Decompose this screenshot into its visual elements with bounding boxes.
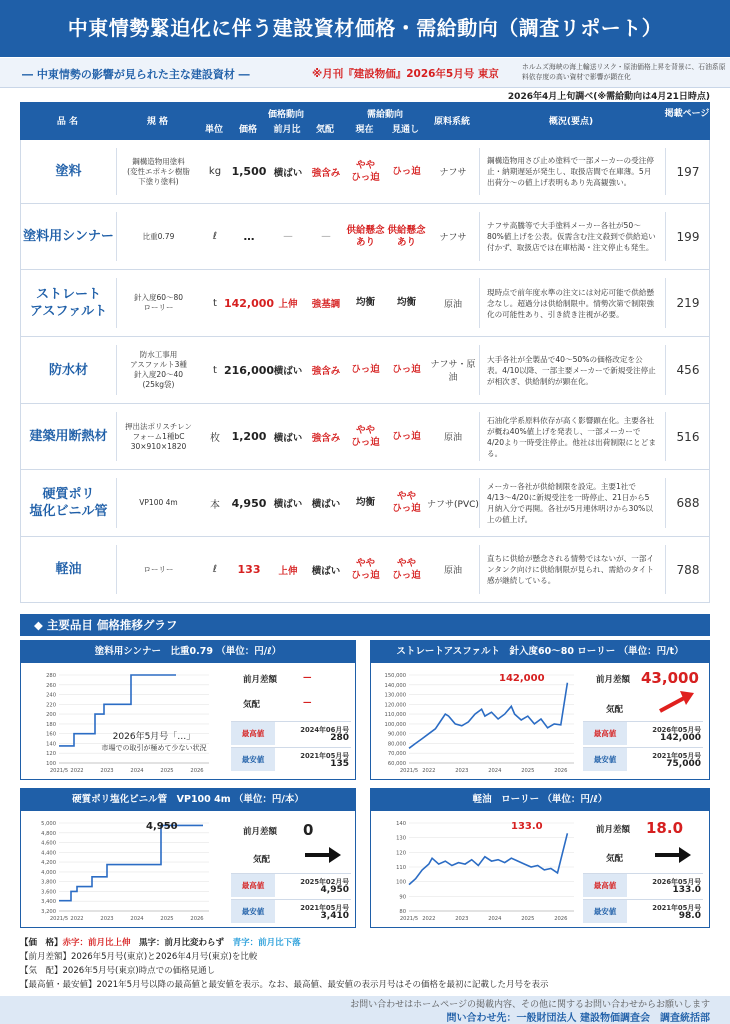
chart-title: ストレートアスファルト 針入度60〜80 ローリー （単位：円/t） xyxy=(371,641,709,663)
col-outlook: 見通し xyxy=(391,125,419,135)
diff-value: 0 xyxy=(303,821,314,839)
low-label: 最安値 xyxy=(231,900,275,923)
x-tick-label: 2023 xyxy=(455,916,469,922)
last-value: 142,000 xyxy=(499,673,545,684)
diff-value: — xyxy=(303,673,312,683)
y-tick-label: 5,000 xyxy=(41,821,56,827)
legend-line-mood: 【気 配】2026年5月号(東京)時点での価格見通し xyxy=(20,966,216,976)
y-tick-label: 80,000 xyxy=(387,741,406,748)
cell-price: 4,950 xyxy=(231,496,267,510)
col-spec: 規 格 xyxy=(146,117,169,127)
cell-desc: ナフサ高騰等で大手塗料メーカー各社が50〜80%値上げを公表。仮需含む注文殺到で供給追い付かず、取扱店では在庫枯渇・注文停止も発生。 xyxy=(487,221,656,252)
y-tick-label: 100,000 xyxy=(384,721,406,728)
divider xyxy=(479,478,480,528)
cell-name: ストレート アスファルト xyxy=(29,287,108,319)
y-tick-label: 90,000 xyxy=(387,731,406,738)
cell-current: ひっ迫 xyxy=(351,364,380,375)
series-line xyxy=(409,683,567,749)
y-tick-label: 240 xyxy=(46,692,56,699)
cell-price: 1,500 xyxy=(231,165,267,178)
cell-desc: 直ちに供給が懸念される情勢ではないが、一部インタンク向けに供給制限が見られ、需給のタイト感が継続している。 xyxy=(487,554,655,585)
x-tick-label: 2025 xyxy=(521,916,535,922)
table-row xyxy=(20,204,710,270)
high-stat xyxy=(231,873,351,897)
cell-spec: 防水工事用 アスファルト3種 針入度20〜40 (25kg袋) xyxy=(130,350,187,389)
cell-price: 133 xyxy=(237,563,261,576)
y-tick-label: 220 xyxy=(46,702,56,709)
last-value: 4,950 xyxy=(146,821,178,832)
mood-label: 気配 xyxy=(606,705,624,715)
cell-current: 均衡 xyxy=(355,297,375,308)
high-label: 最高値 xyxy=(231,874,275,897)
legend-line-price xyxy=(20,936,710,950)
cell-page: 516 xyxy=(676,429,700,444)
y-tick-label: 130,000 xyxy=(384,692,406,699)
mood-value: — xyxy=(303,698,312,708)
y-tick-label: 4,000 xyxy=(41,869,56,876)
legend-price-key: 【価 格】 xyxy=(20,938,63,948)
y-tick-label: 4,400 xyxy=(41,850,56,857)
high-label: 最高値 xyxy=(583,722,627,745)
cell-price: 1,200 xyxy=(231,430,267,443)
cell-mood: — xyxy=(321,231,331,242)
y-tick-label: 60,000 xyxy=(387,761,406,767)
col-name: 品 名 xyxy=(56,117,79,127)
low-value: 98.0 xyxy=(678,911,701,921)
table-row xyxy=(20,140,710,204)
sub-header xyxy=(0,58,730,88)
x-tick-label: 2021/5 xyxy=(49,768,69,774)
y-tick-label: 80 xyxy=(399,909,406,915)
chart-card-diesel xyxy=(370,788,710,928)
x-tick-label: 2021/5 xyxy=(49,916,69,922)
col-mom: 前月比 xyxy=(273,125,301,135)
cell-current: 均衡 xyxy=(355,497,375,508)
legend xyxy=(20,936,710,992)
y-tick-label: 70,000 xyxy=(387,751,406,758)
cell-page: 199 xyxy=(676,229,700,244)
survey-date: 2026年4月上旬調べ(※需給動向は4月21日時点) xyxy=(507,92,710,102)
cell-mood: 横ばい xyxy=(311,565,341,577)
divider xyxy=(665,148,666,195)
low-stat xyxy=(583,899,703,923)
y-tick-label: 140 xyxy=(396,821,406,827)
sub-header-lead: ― 中東情勢の影響が見られた主な建設資材 ― xyxy=(22,68,250,81)
high-stat xyxy=(231,721,351,745)
y-tick-label: 130 xyxy=(396,835,406,842)
y-tick-label: 3,400 xyxy=(41,899,56,906)
cell-spec: 押出法ポリスチレン フォーム1種bC 30×910×1820 xyxy=(125,421,192,451)
cell-unit: kg xyxy=(208,166,222,177)
legend-line-highlow: 【最高値・最安値】2021年5月号以降の最高値と最安値を表示。なお、最高値、最安値の表示月号はその価格を最初に記載した月号を表示 xyxy=(20,980,549,990)
chart-title: 塗料用シンナー 比重0.79 （単位：円/ℓ） xyxy=(21,641,355,663)
page-title: 中東情勢緊迫化に伴う建設資材価格・需給動向（調査リポート） xyxy=(0,0,730,57)
table-header xyxy=(20,102,710,140)
y-tick-label: 3,200 xyxy=(41,909,56,915)
chart-card-thinner xyxy=(20,640,356,780)
cell-raw: ナフサ xyxy=(439,168,467,178)
cell-desc: 現時点で前年度水準の注文には対応可能で供給懸念なし。超過分は供給制限中。情勢次第で制限強化の可能性あり、引き続き注視が必要。 xyxy=(487,287,655,319)
low-date: 2021年05月号 xyxy=(300,904,349,912)
x-tick-label: 2021/5 xyxy=(399,768,419,774)
table-row xyxy=(20,404,710,470)
divider xyxy=(665,478,666,528)
cell-page: 197 xyxy=(676,164,700,179)
cell-raw: ナフサ(PVC) xyxy=(427,499,479,510)
cell-page: 788 xyxy=(676,562,700,577)
chart-pvc xyxy=(25,815,215,925)
cell-page: 456 xyxy=(676,363,700,377)
high-stat xyxy=(583,721,703,745)
divider xyxy=(479,148,480,195)
x-tick-label: 2026 xyxy=(554,768,568,774)
footer xyxy=(0,996,730,1024)
cell-outlook: やや ひっ迫 xyxy=(392,557,421,581)
cell-mom: 横ばい xyxy=(273,366,303,377)
low-value: 3,410 xyxy=(320,911,349,921)
divider xyxy=(116,278,117,328)
high-label: 最高値 xyxy=(583,874,627,897)
high-stat xyxy=(583,873,703,897)
low-stat xyxy=(231,899,351,923)
legend-line-diff: 【前月差額】2026年5月号(東京)と2026年4月号(東京)を比較 xyxy=(20,952,258,962)
low-date: 2021年05月号 xyxy=(652,752,701,760)
low-label: 最安値 xyxy=(231,748,275,771)
footer-contact: 問い合わせ先：一般財団法人 建設物価調査会 調査統括部 xyxy=(446,1013,710,1024)
low-label: 最安値 xyxy=(583,900,627,923)
x-tick-label: 2024 xyxy=(130,768,144,774)
legend-blue: 青字：前月比下落 xyxy=(232,938,301,948)
cell-price: … xyxy=(243,230,255,243)
cell-name: 塗料 xyxy=(55,164,82,179)
cell-mom: 横ばい xyxy=(273,499,303,510)
arrow-right-icon xyxy=(303,845,343,865)
y-tick-label: 120 xyxy=(396,850,406,857)
low-value: 135 xyxy=(330,759,349,769)
y-tick-label: 280 xyxy=(46,673,56,679)
cell-desc: 大手各社が全製品で40〜50%の価格改定を公表。4/10以降、一部主要メーカーで新規受注停止が相次ぎ、供給制約が顕在化。 xyxy=(487,354,656,386)
chart-card-pvc xyxy=(20,788,356,928)
cell-raw: ナフサ xyxy=(439,233,467,243)
high-date: 2024年06月号 xyxy=(300,726,349,734)
y-tick-label: 150,000 xyxy=(384,673,406,679)
x-tick-label: 2024 xyxy=(488,916,502,922)
cell-mom: 横ばい xyxy=(273,167,303,179)
high-label: 最高値 xyxy=(231,722,275,745)
low-date: 2021年05月号 xyxy=(652,904,701,912)
cell-spec: 針入度60〜80 ローリー xyxy=(133,293,184,312)
cell-name: 硬質ポリ 塩化ビニル管 xyxy=(29,487,108,519)
cell-unit: ℓ xyxy=(212,564,218,575)
high-value: 142,000 xyxy=(660,733,701,743)
divider xyxy=(116,148,117,195)
x-tick-label: 2026 xyxy=(554,916,568,922)
cell-spec: VP100 4m xyxy=(139,498,178,507)
y-tick-label: 90 xyxy=(399,894,406,901)
table-row xyxy=(20,337,710,404)
cell-price: 142,000 xyxy=(223,296,275,310)
legend-black: 黒字：前月比変わらず xyxy=(139,938,225,948)
x-tick-label: 2024 xyxy=(130,916,144,922)
y-tick-label: 110,000 xyxy=(384,712,406,719)
y-tick-label: 140,000 xyxy=(384,682,406,689)
cell-outlook: ひっ迫 xyxy=(392,430,421,442)
divider xyxy=(665,212,666,261)
x-tick-label: 2025 xyxy=(160,768,174,774)
cell-name: 軽油 xyxy=(55,562,82,577)
mood-label: 気配 xyxy=(606,854,624,864)
cell-spec: ローリー xyxy=(143,564,174,574)
diff-label: 前月差額 xyxy=(596,675,631,685)
chart-thinner xyxy=(25,667,215,777)
divider xyxy=(665,345,666,395)
cell-name: 防水材 xyxy=(48,362,88,378)
y-tick-label: 180 xyxy=(46,721,56,728)
cell-outlook: やや ひっ迫 xyxy=(392,491,421,514)
low-stat xyxy=(231,747,351,771)
y-tick-label: 160 xyxy=(46,731,56,738)
divider xyxy=(665,545,666,594)
high-value: 133.0 xyxy=(672,885,701,895)
x-tick-label: 2025 xyxy=(521,768,535,774)
x-tick-label: 2024 xyxy=(488,768,502,774)
divider xyxy=(479,412,480,461)
cell-mom: — xyxy=(283,231,293,242)
y-tick-label: 100 xyxy=(396,879,406,886)
col-price: 価格 xyxy=(238,125,257,135)
cell-raw: 原油 xyxy=(443,433,462,443)
cell-raw: 原油 xyxy=(443,566,462,576)
cell-mom: 上伸 xyxy=(278,299,298,310)
series-line xyxy=(59,825,203,900)
diff-label: 前月差額 xyxy=(243,675,278,685)
cell-price: 216,000 xyxy=(223,363,275,377)
divider xyxy=(479,545,480,594)
diff-label: 前月差額 xyxy=(243,827,278,837)
cell-unit: 枚 xyxy=(210,433,220,444)
chart-note-2: 市場での取引が極めて少ない状況 xyxy=(101,744,207,752)
diff-value: 43,000 xyxy=(641,669,699,687)
high-date: 2026年05月号 xyxy=(652,878,701,886)
col-unit: 単位 xyxy=(204,125,223,135)
x-tick-label: 2022 xyxy=(70,768,84,774)
y-tick-label: 4,800 xyxy=(41,830,56,837)
divider xyxy=(479,212,480,261)
chart-asphalt xyxy=(375,667,580,777)
x-tick-label: 2022 xyxy=(422,916,436,922)
high-date: 2026年05月号 xyxy=(652,726,701,734)
cell-raw: 原油 xyxy=(443,299,462,310)
table-row xyxy=(20,470,710,537)
cell-name: 建築用断熱材 xyxy=(29,429,108,444)
divider xyxy=(665,412,666,461)
cell-mood: 強含み xyxy=(311,167,341,179)
cell-mood: 強含み xyxy=(311,432,341,444)
col-mood: 気配 xyxy=(315,125,334,135)
cell-name: 塗料用シンナー xyxy=(23,229,114,244)
cell-page: 688 xyxy=(676,496,700,510)
x-tick-label: 2023 xyxy=(100,916,114,922)
cell-unit: t xyxy=(213,297,217,309)
mood-label: 気配 xyxy=(253,855,271,865)
x-tick-label: 2022 xyxy=(422,768,436,774)
high-value: 4,950 xyxy=(320,885,349,895)
divider xyxy=(116,345,117,395)
col-current: 現在 xyxy=(355,125,374,135)
cell-unit: t xyxy=(213,364,217,376)
chart-diesel xyxy=(375,815,580,925)
cell-mom: 横ばい xyxy=(273,432,303,444)
cell-desc: 鋼構造物用さび止め塗料で一部メーカーの受注停止・納期遅延が発生し、取扱店間で在庫薄。5月出荷分〜の値上げ表明もあり先高観強い。 xyxy=(487,156,654,187)
cell-desc: メーカー各社が供給制限を設定。主要1社で4/13〜4/20に新規受注を一時停止、21日から5月納入分で再開。各社が5月連休明けから30%以上の値上げ。 xyxy=(487,482,653,524)
x-tick-label: 2026 xyxy=(190,916,204,922)
x-tick-label: 2023 xyxy=(455,768,469,774)
cell-outlook: 均衡 xyxy=(396,297,416,308)
chart-title: 軽油 ローリー （単位：円/ℓ） xyxy=(371,789,709,811)
chart-title: 硬質ポリ塩化ビニル管 VP100 4m （単位：円/本） xyxy=(21,789,355,811)
cell-mood: 横ばい xyxy=(311,499,341,510)
col-page: 掲載ページ xyxy=(664,109,710,119)
cell-current: やや ひっ迫 xyxy=(351,159,380,183)
mood-label: 気配 xyxy=(243,700,261,710)
high-date: 2025年02月号 xyxy=(300,878,349,886)
arrow-right-icon xyxy=(653,845,693,865)
y-tick-label: 4,600 xyxy=(41,840,56,847)
chart-card-asphalt xyxy=(370,640,710,780)
cell-outlook: 供給懸念 あり xyxy=(387,224,426,248)
chart-note-1: 2026年5月号「…」 xyxy=(112,732,196,742)
y-tick-label: 3,800 xyxy=(41,879,56,886)
col-supply-group: 需給動向 xyxy=(366,110,403,120)
cell-unit: 本 xyxy=(210,499,220,511)
cell-page: 219 xyxy=(676,296,700,310)
cell-spec: 比重0.79 xyxy=(142,231,175,241)
x-tick-label: 2026 xyxy=(190,768,204,774)
divider xyxy=(116,478,117,528)
cell-mom: 上伸 xyxy=(278,565,298,577)
cell-current: やや ひっ迫 xyxy=(351,557,380,581)
divider xyxy=(116,545,117,594)
cell-spec: 鋼構造物用塗料 (変性エポキシ樹脂 下塗り塗料) xyxy=(127,156,190,186)
diff-label: 前月差額 xyxy=(596,825,631,835)
footer-note: お問い合わせはホームページの掲載内容、その他に関するお問い合わせからお願いします xyxy=(350,1000,710,1010)
y-tick-label: 200 xyxy=(46,712,56,719)
cell-mood: 強基調 xyxy=(311,299,341,310)
col-raw: 原料系統 xyxy=(433,117,470,127)
x-tick-label: 2023 xyxy=(100,768,114,774)
x-tick-label: 2022 xyxy=(70,916,84,922)
last-value: 133.0 xyxy=(511,821,543,832)
y-tick-label: 110 xyxy=(396,865,406,871)
cell-mood: 強含み xyxy=(311,366,341,377)
cell-desc: 石油化学系原料依存が高く影響顕在化。主要各社が概ね40%値上げを発表し、一部メーカーで4/20より一時受注停止。他社は出荷制限にとどまる。 xyxy=(487,415,656,458)
low-date: 2021年05月号 xyxy=(300,752,349,760)
legend-red: 赤字：前月比上伸 xyxy=(62,938,131,948)
cell-raw: ナフサ・原油 xyxy=(430,360,476,383)
col-price-group: 価格動向 xyxy=(267,110,304,120)
y-tick-label: 120,000 xyxy=(384,702,406,709)
low-value: 75,000 xyxy=(666,759,701,769)
series-line xyxy=(409,833,567,884)
divider xyxy=(479,278,480,328)
table-row xyxy=(20,270,710,337)
y-tick-label: 100 xyxy=(46,761,56,767)
divider xyxy=(116,412,117,461)
y-tick-label: 3,600 xyxy=(41,889,56,896)
divider xyxy=(479,345,480,395)
low-label: 最安値 xyxy=(583,748,627,771)
arrow-up-icon xyxy=(656,691,696,715)
y-tick-label: 120 xyxy=(46,751,56,758)
y-tick-label: 140 xyxy=(46,741,56,748)
diff-value: 18.0 xyxy=(646,819,684,837)
x-tick-label: 2025 xyxy=(160,916,174,922)
publication-label: ※月刊『建設物価』2026年5月号 東京 xyxy=(312,68,499,80)
low-stat xyxy=(583,747,703,771)
divider xyxy=(116,212,117,261)
section-title: ◆ 主要品目 価格推移グラフ xyxy=(20,614,710,636)
cell-current: やや ひっ迫 xyxy=(351,424,380,448)
y-tick-label: 4,200 xyxy=(41,860,56,867)
cell-outlook: ひっ迫 xyxy=(392,165,421,177)
divider xyxy=(665,278,666,328)
x-tick-label: 2021/5 xyxy=(399,916,419,922)
high-value: 280 xyxy=(330,733,349,743)
col-desc: 概況(要点) xyxy=(548,117,594,127)
cell-unit: ℓ xyxy=(212,231,218,242)
context-note: ホルムズ海峡の海上輸送リスク・原油価格上昇を背景に、石油系原料依存度の高い資材で影響が顕在化 xyxy=(522,63,726,81)
cell-outlook: ひっ迫 xyxy=(392,364,421,375)
y-tick-label: 260 xyxy=(46,682,56,689)
table-row xyxy=(20,537,710,603)
cell-current: 供給懸念 あり xyxy=(346,224,385,248)
